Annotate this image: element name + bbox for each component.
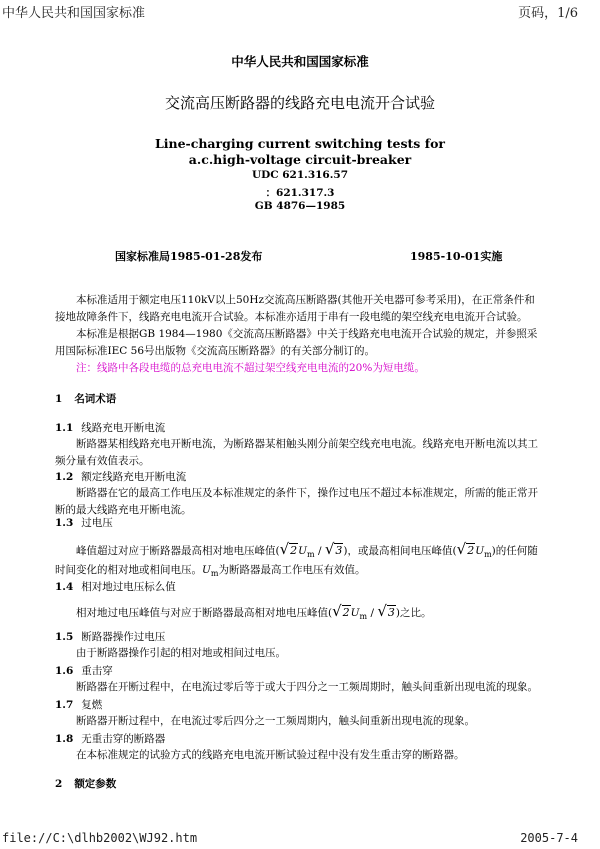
issue-date: 国家标准局1985-01-28发布 (115, 250, 263, 263)
clause-1-1-text: 断路器某相线路充电开断电流，为断路器某相触头刚分前架空线充电电流。线路充电开断电流以其工频分量有效值表示。 (55, 438, 538, 467)
clause-1-8-heading: 1.8 无重击穿的断路器 (55, 733, 166, 745)
section-2-heading: 2 额定参数 (55, 778, 117, 790)
title-chinese: 交流高压断路器的线路充电电流开合试验 (164, 94, 435, 112)
clause-1-2-text: 断路器在它的最高工作电压及本标准规定的条件下，操作过电压不超过本标准规定，所需的能正常开断的最大线路充电开断电流。 (55, 487, 538, 516)
clause-1-4-formula-line: 相对地过电压峰值与对应于断路器最高相对地电压峰值$(√2U_m / √3)$之比。 (76, 602, 432, 622)
page-number: 页码，1/6 (518, 6, 578, 21)
clause-1-6-heading: 1.6 重击穿 (55, 665, 113, 677)
clause-1-8-text: 在本标准规定的试验方式的线路充电电流开断试验过程中没有发生重击穿的断路器。 (76, 749, 465, 761)
clause-1-3-formula-line: 峰值超过对应于断路器最高相对地电压峰值$(√2U_m / √3)$，或最高相间电压峰值$(√2U_m)$的任何随 (76, 540, 538, 560)
clause-1-5-heading: 1.5 断路器操作过电压 (55, 631, 166, 643)
udc-code-2: ：621.317.3 (265, 187, 335, 199)
clause-1-2-heading: 1.2 额定线路充电开断电流 (55, 471, 187, 483)
title-english-line2: a.c.high-voltage circuit-breaker (188, 152, 412, 167)
intro-note: 注：线路中各段电缆的总充电电流不超过架空线充电电流的20%为短电缆。 (76, 362, 425, 374)
section-1-heading: 1 名词术语 (55, 393, 117, 405)
header-title: 中华人民共和国国家标准 (2, 6, 146, 21)
intro-paragraph-2: 本标准是根据GB 1984—1980《交流高压断路器》中关于线路充电电流开合试验的规定，并参照采用国际标准IEC 56号出版物《交流高压断路器》的有关部分制订的。 (55, 328, 538, 357)
gb-number: GB 4876—1985 (254, 200, 346, 212)
clause-1-7-heading: 1.7 复燃 (55, 699, 103, 711)
page-header (0, 0, 600, 24)
title-english-line1: Line-charging current switching tests for (154, 136, 446, 151)
national-standard-label: 中华人民共和国国家标准 (231, 54, 369, 69)
clause-1-6-text: 断路器在开断过程中，在电流过零后等于或大于四分之一工频周期时，触头间重新出现电流的现象。 (76, 681, 538, 693)
intro-paragraph-1: 本标准适用于额定电压110kV以上50Hz交流高压断路器(其他开关电器可参考采用)，在正常条件和接地故障条件下，线路充电电流开合试验。本标准亦适用于串有一段电缆的架空线充电电流开合试验。 (55, 294, 535, 323)
footer-file-path: file://C:\dlhb2002\WJ92.htm (2, 831, 198, 845)
sqrt-3-symbol: √3 (324, 540, 343, 558)
footer-date: 2005-7-4 (520, 831, 578, 845)
effective-date: 1985-10-01实施 (410, 250, 503, 263)
clause-1-1-heading: 1.1 线路充电开断电流 (55, 422, 166, 434)
clause-1-3-heading: 1.3 过电压 (55, 517, 113, 529)
clause-1-3-formula-line-2: 时间变化的相对地或相间电压。$U_m$为断路器最高工作电压有效值。 (55, 564, 366, 579)
udc-code-1: UDC 621.316.57 (251, 169, 349, 181)
clause-1-4-heading: 1.4 相对地过电压标么值 (55, 581, 176, 593)
clause-1-5-text: 由于断路器操作引起的相对地或相间过电压。 (76, 647, 286, 659)
sqrt-2-symbol: √2 (279, 540, 298, 558)
clause-1-7-text: 断路器开断过程中，在电流过零后四分之一工频周期内，触头间重新出现电流的现象。 (76, 715, 475, 727)
